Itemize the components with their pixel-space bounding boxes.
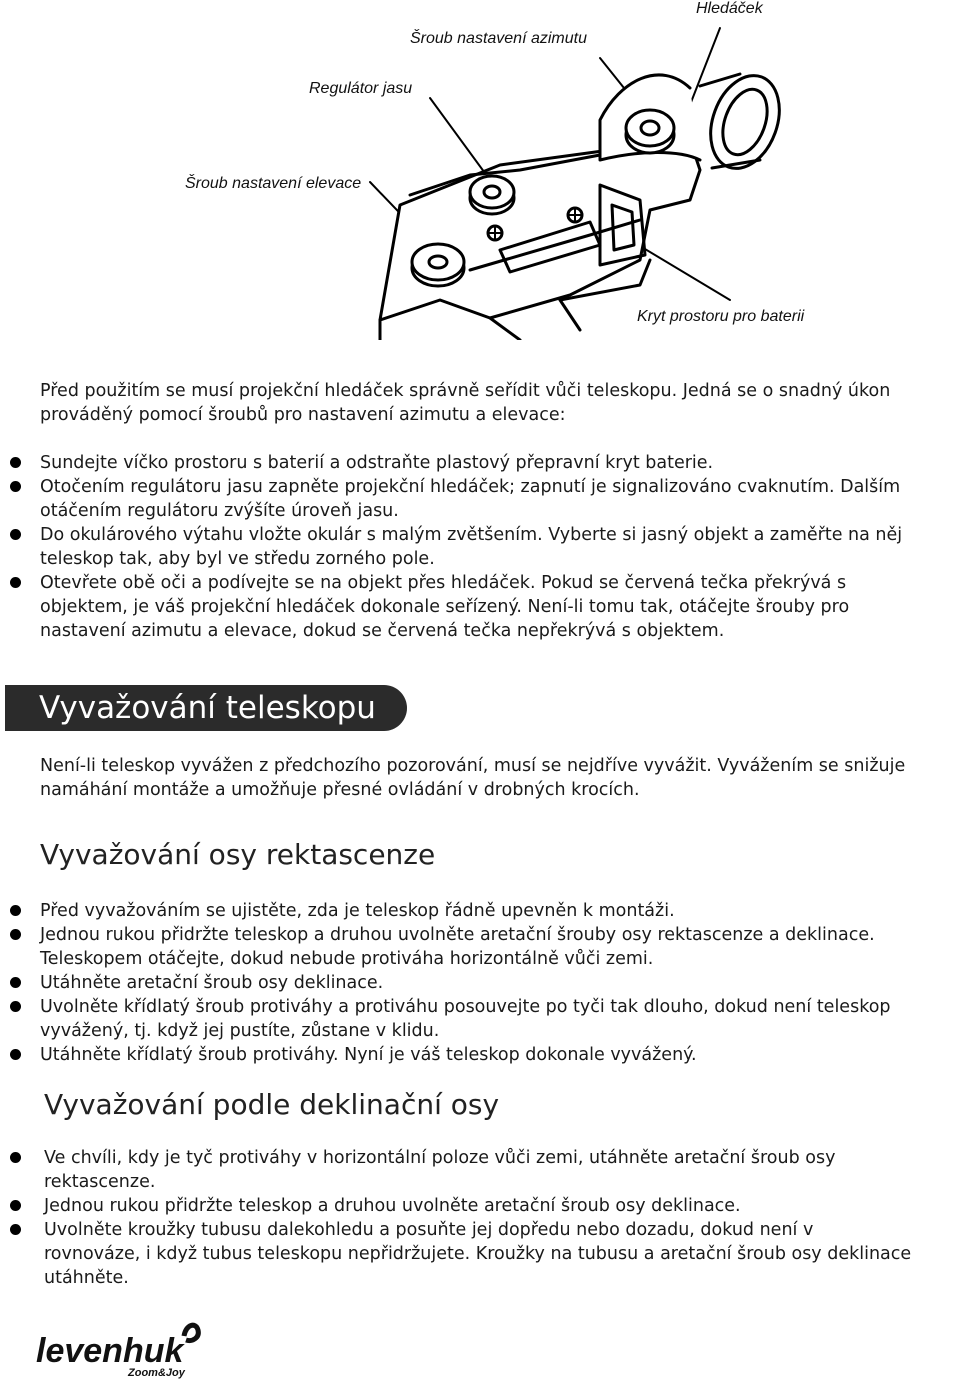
bullet-icon [10, 1200, 21, 1211]
section-banner [5, 685, 407, 731]
azimuth-screw-caption: Šroub nastavení azimutu [410, 30, 587, 47]
bullet-icon [10, 1001, 21, 1012]
levenhuk-logo [36, 1320, 206, 1382]
bullet-icon [10, 977, 21, 988]
elevation-screw-caption: Šroub nastavení elevace [185, 175, 362, 192]
intro-paragraph [40, 379, 950, 427]
section-title: Vyvažování teleskopu [39, 690, 376, 726]
list-item: Otevřete obě oči a podívejte se na objekt přes hledáček. Pokud se červená tečka překrývá s objektem, je váš projekční hledáček dokonale seřízený. Není-li tomu tak, otáčejte šrouby pro nastavení azimutu a elevace, dokud se červená tečka nepřekrývá s objektem. [10, 571, 955, 643]
balance-paragraph: Není-li teleskop vyvážen z předchozího pozorování, musí se nejdříve vyvážit. Vyvážením se snižuje namáhání montáže a umožňuje přesné ovládání v drobných krocích. [40, 756, 906, 800]
bullet-icon [10, 905, 21, 916]
dec-axis-list [10, 1146, 955, 1290]
bullet-icon [10, 929, 21, 940]
logo-tagline: Zoom&Joy [128, 1367, 185, 1379]
red-dot-finder-drawing [0, 0, 960, 340]
bullet-icon [10, 481, 21, 492]
logo-mark-icon [36, 1320, 206, 1380]
finder-caption: Hledáček [696, 0, 763, 17]
list-item: Utáhněte aretační šroub osy deklinace. [10, 971, 955, 995]
list-item: Před vyvažováním se ujistěte, zda je teleskop řádně upevněn k montáži. [10, 899, 955, 923]
ra-axis-heading: Vyvažování osy rektascenze [40, 838, 436, 871]
bullet-icon [10, 1049, 21, 1060]
brightness-regulator-caption: Regulátor jasu [309, 80, 413, 97]
bullet-icon [10, 529, 21, 540]
list-item: Uvolněte křídlatý šroub protiváhy a protiváhu posouvejte po tyči tak dlouho, dokud není teleskop vyvážený, tj. když jej pustíte, zůstane v klidu. [10, 995, 955, 1043]
list-item: Otočením regulátoru jasu zapněte projekční hledáček; zapnutí je signalizováno cvaknutím. Dalším otáčením regulátoru zvýšíte úroveň jasu. [10, 475, 955, 523]
list-item: Uvolněte kroužky tubusu dalekohledu a posuňte jej dopředu nebo dozadu, dokud není v rovnováze, i když tubus teleskopu nepřidržujete. Kroužky na tubusu a aretační šroub osy deklinace utáhněte. [10, 1218, 955, 1290]
list-item: Utáhněte křídlatý šroub protiváhy. Nyní je váš teleskop dokonale vyvážený. [10, 1043, 955, 1067]
logo-wordmark: levenhuk [36, 1332, 184, 1370]
bullet-icon [10, 577, 21, 588]
list-item: Sundejte víčko prostoru s baterií a odstraňte plastový přepravní kryt baterie. [10, 451, 955, 475]
intro-line: prováděný pomocí šroubů pro nastavení azimutu a elevace: [40, 405, 566, 425]
intro-line: Před použitím se musí projekční hledáček správně seřídit vůči teleskopu. Jedná se o snadný úkon [40, 381, 891, 401]
list-item: Jednou rukou přidržte teleskop a druhou uvolněte aretační šroub osy deklinace. [10, 1194, 955, 1218]
bullet-icon [10, 457, 21, 468]
list-item: Ve chvíli, kdy je tyč protiváhy v horizontální poloze vůči zemi, utáhněte aretační šroub osy rektascenze. [10, 1146, 955, 1194]
bullet-icon [10, 1152, 21, 1163]
battery-cover-caption: Kryt prostoru pro baterii [637, 308, 805, 325]
ra-axis-list [10, 899, 955, 1067]
setup-steps-list [10, 451, 955, 643]
dec-axis-heading: Vyvažování podle deklinační osy [44, 1088, 500, 1121]
list-item: Do okulárového výtahu vložte okulár s malým zvětšením. Vyberte si jasný objekt a zaměřte na něj teleskop tak, aby byl ve středu zorného pole. [10, 523, 955, 571]
bullet-icon [10, 1224, 21, 1235]
list-item: Jednou rukou přidržte teleskop a druhou uvolněte aretační šrouby osy rektascenze a deklinace. Teleskopem otáčejte, dokud nebude protiváha horizontálně vůči zemi. [10, 923, 955, 971]
